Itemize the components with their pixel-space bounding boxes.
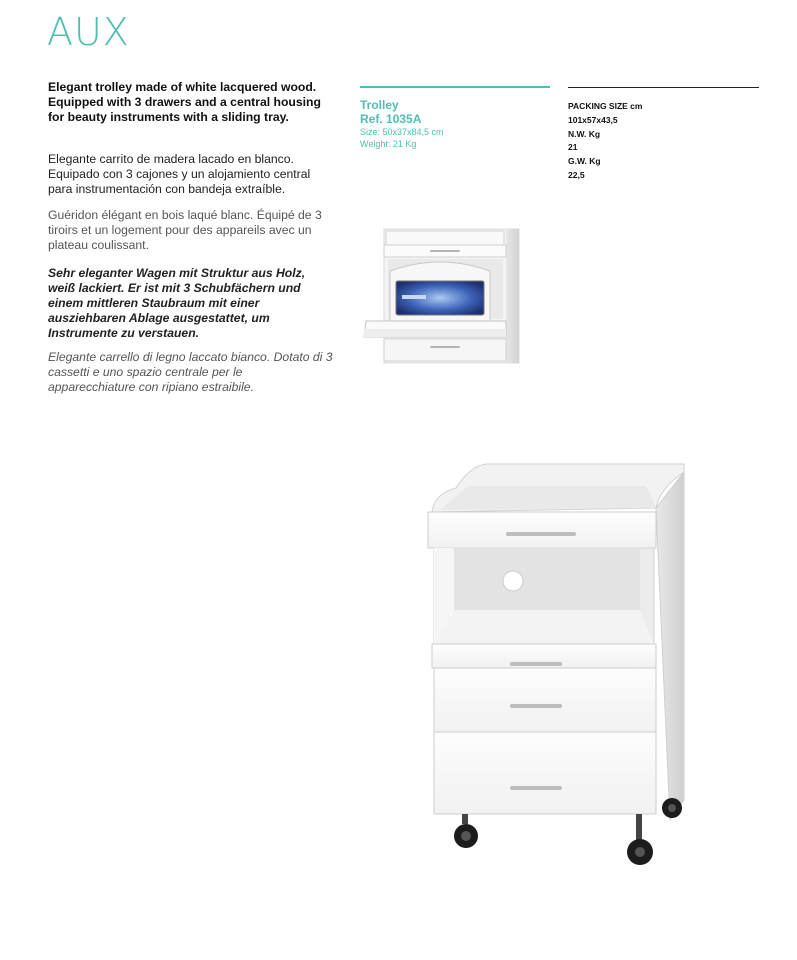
packing-size-label: PACKING SIZE cm	[568, 101, 643, 111]
description-spanish: Elegante carrito de madera lacado en blanco. Equipado con 3 cajones y un alojamiento central para instrumentación con bandeja extraíble.	[48, 152, 311, 196]
net-weight-value: 21	[568, 142, 578, 153]
product-divider	[360, 86, 550, 88]
net-weight-label: N.W. Kg	[568, 128, 601, 139]
packing-divider	[568, 87, 759, 88]
packing-info	[568, 100, 642, 183]
gross-weight-value: 22,5	[568, 169, 585, 180]
trolley-detail-image	[360, 225, 525, 365]
product-size: Size: 50x37x84,5 cm	[360, 127, 444, 137]
trolley-product-image	[420, 460, 700, 880]
page-title: AUX	[47, 10, 130, 54]
product-name: Trolley	[360, 98, 399, 112]
product-weight: Weight: 21 Kg	[360, 139, 417, 149]
description-italian: Elegante carrello di legno laccato bianco. Dotato di 3 cassetti e uno spazio centrale per le apparecchiature con ripiano estraibile.	[48, 350, 333, 394]
product-ref: Ref. 1035A	[360, 112, 422, 126]
description-german: Sehr eleganter Wagen mit Struktur aus Holz, weiß lackiert. Er ist mit 3 Schubfächern und einem mittleren Staubraum mit einer ausziehbaren Ablage ausgestattet, um Instrumente zu verstauen.	[48, 266, 306, 340]
packing-size-value: 101x57x43,5	[568, 114, 618, 125]
gross-weight-label: G.W. Kg	[568, 156, 601, 167]
description-french: Guéridon élégant en bois laqué blanc. Équipé de 3 tiroirs et un logement pour des appareils avec un plateau coulissant.	[48, 208, 322, 252]
description-english: Elegant trolley made of white lacquered wood. Equipped with 3 drawers and a central housing for beauty instruments with a sliding tray.	[48, 80, 321, 124]
product-info	[360, 98, 444, 150]
